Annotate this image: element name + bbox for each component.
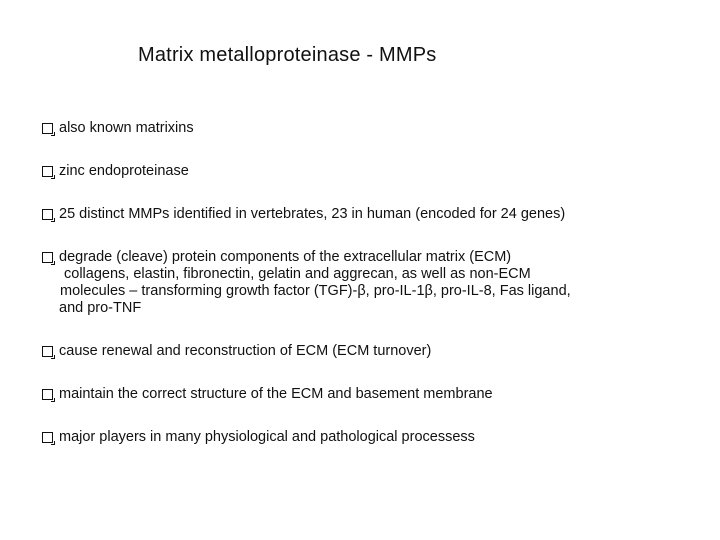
bullet-text xyxy=(59,343,700,360)
bullet-line: also known matrixins xyxy=(59,120,194,136)
bullet-text xyxy=(59,206,700,223)
bullet-line: collagens, elastin, fibronectin, gelatin and aggrecan, as well as non-ECM xyxy=(64,266,531,282)
bullet-item-renewal xyxy=(40,343,700,360)
checkbox-bullet-icon xyxy=(42,166,53,177)
bullet-list xyxy=(40,120,700,472)
bullet-item-structure xyxy=(40,386,700,403)
checkbox-bullet-icon xyxy=(42,123,53,134)
bullet-line: maintain the correct structure of the ECM and basement membrane xyxy=(59,386,493,402)
bullet-item-zinc xyxy=(40,163,700,180)
bullet-text xyxy=(59,386,700,403)
bullet-text xyxy=(59,429,700,446)
checkbox-bullet-icon xyxy=(42,209,53,220)
bullet-item-degrade xyxy=(40,249,700,317)
bullet-line: 25 distinct MMPs identified in vertebrates, 23 in human (encoded for 24 genes) xyxy=(59,206,566,222)
checkbox-bullet-icon xyxy=(42,252,53,263)
bullet-line: cause renewal and reconstruction of ECM (ECM turnover) xyxy=(59,343,432,359)
bullet-text xyxy=(59,163,700,180)
slide-title: Matrix metalloproteinase - MMPs xyxy=(138,44,437,66)
checkbox-bullet-icon xyxy=(42,346,53,357)
bullet-item-major-players xyxy=(40,429,700,446)
bullet-item-matrixins xyxy=(40,120,700,137)
checkbox-bullet-icon xyxy=(42,389,53,400)
bullet-text xyxy=(59,249,700,317)
bullet-item-distinct-mmps xyxy=(40,206,700,223)
bullet-line: and pro-TNF xyxy=(59,300,142,316)
bullet-text xyxy=(59,120,700,137)
bullet-line: major players in many physiological and pathological processess xyxy=(59,429,475,445)
bullet-line: zinc endoproteinase xyxy=(59,163,189,179)
bullet-line: degrade (cleave) protein components of the extracellular matrix (ECM) xyxy=(59,249,512,265)
checkbox-bullet-icon xyxy=(42,432,53,443)
bullet-line: molecules – transforming growth factor (TGF)-β, pro-IL-1β, pro-IL-8, Fas ligand, xyxy=(60,283,571,299)
